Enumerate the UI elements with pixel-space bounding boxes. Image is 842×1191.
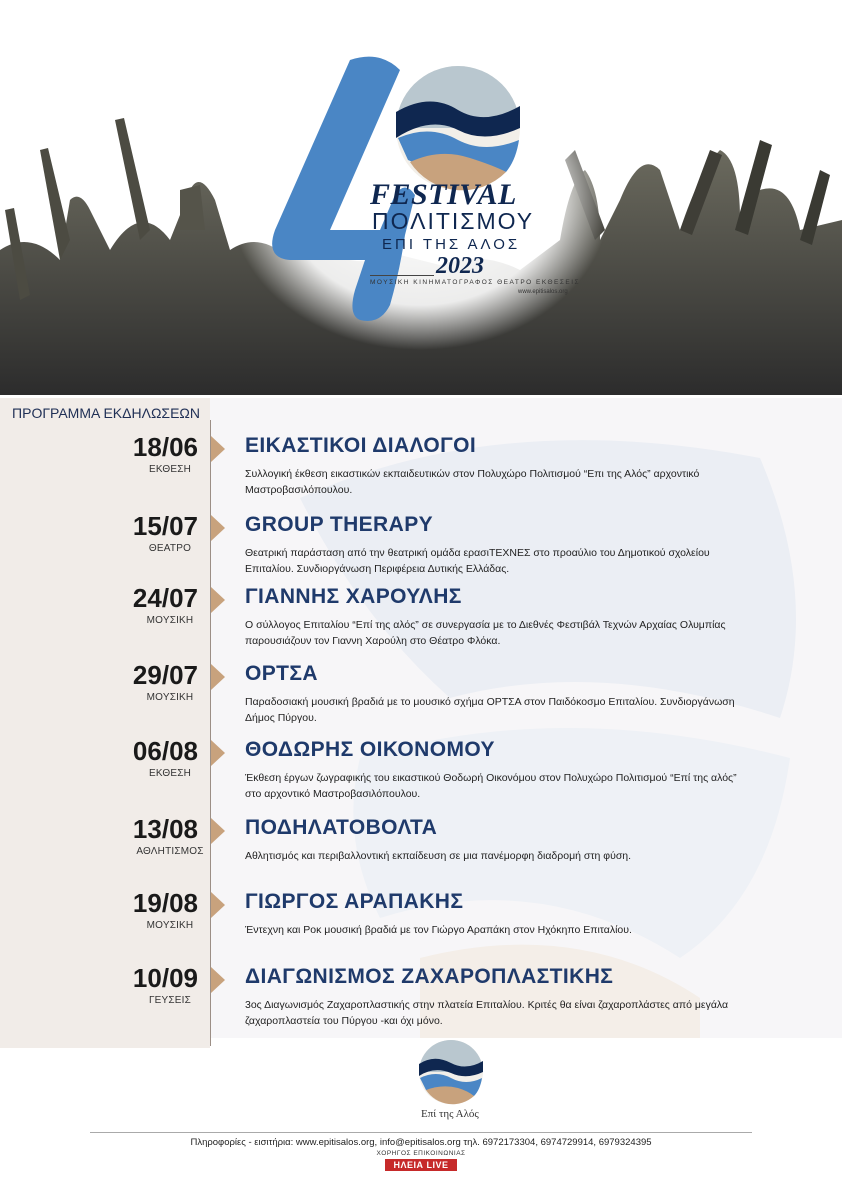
event-date: 18/06 [132, 432, 198, 462]
event-item [0, 432, 842, 502]
arrow-icon [211, 892, 225, 918]
arrow-icon [211, 515, 225, 541]
divider [90, 1132, 752, 1133]
event-item [0, 660, 842, 730]
festival-culture-word: ΠΟΛΙΤΙΣΜΟΥ [372, 208, 535, 234]
festival-word: FESTIVAL [370, 178, 517, 211]
organizer-logo-text: Επί της Αλός [421, 1108, 479, 1120]
event-title: GROUP THERAPY [245, 513, 434, 536]
event-item [0, 814, 842, 884]
event-description: Θεατρική παράσταση από την θεατρική ομάδα ερασιΤΕΧΝΕΣ στο προαύλιο του Δημοτικού σχολείου Επιταλίου. Συνδιοργάνωση Περιφέρεια Δυτικής Ελλάδας. [245, 547, 710, 575]
event-date: 15/07 [132, 511, 198, 541]
arrow-icon [211, 587, 225, 613]
event-item [0, 736, 842, 806]
arrow-icon [211, 664, 225, 690]
event-category: ΜΟΥΣΙΚΗ [146, 920, 194, 931]
event-title: ΓΙΑΝΝΗΣ ΧΑΡΟΥΛΗΣ [245, 585, 462, 608]
event-description: Συλλογική έκθεση εικαστικών εκπαιδευτικών στον Πολυχώρο Πολιτισμού “Επι της Αλός” αρχοντικό Μαστροβασιλόπουλου. [245, 468, 700, 496]
arrow-icon [211, 740, 225, 766]
event-description: Έκθεση έργων ζωγραφικής του εικαστικού Θοδωρή Οικονόμου στον Πολυχώρο Πολιτισμού “Επί της αλός” στο αρχοντικό Μαστροβασιλόπουλου. [245, 772, 737, 800]
festival-subtitle: ΜΟΥΣΙΚΗ ΚΙΝΗΜΑΤΟΓΡΑΦΟΣ ΘΕΑΤΡΟ ΕΚΘΕΣΕΙΣ [370, 279, 581, 286]
program-title: ΠΡΟΓΡΑΜΜΑ ΕΚΔΗΛΩΣΕΩΝ [12, 405, 200, 421]
event-category: ΑΘΛΗΤΙΣΜΟΣ [136, 846, 204, 857]
event-description: Αθλητισμός και περιβαλλοντική εκπαίδευση σε μια πανέμορφη διαδρομή στη φύση. [245, 850, 632, 862]
festival-place: ΕΠΙ ΤΗΣ ΑΛΟΣ [382, 236, 521, 253]
event-description: Έντεχνη και Ροκ μουσική βραδιά με τον Γιώργο Αραπάκη στον Ηχόκηπο Επιταλίου. [245, 924, 632, 936]
event-category: ΜΟΥΣΙΚΗ [146, 615, 194, 626]
event-item [0, 963, 842, 1033]
event-title: ΔΙΑΓΩΝΙΣΜΟΣ ΖΑΧΑΡΟΠΛΑΣΤΙΚΗΣ [245, 965, 614, 988]
arrow-icon [211, 436, 225, 462]
contact-info[interactable]: Πληροφορίες - εισιτήρια: www.epitisalos.org, info@epitisalos.org τηλ. 6972173304, 6974729914, 6979324395 [190, 1137, 652, 1148]
event-title: ΓΙΩΡΓΟΣ ΑΡΑΠΑΚΗΣ [245, 890, 464, 913]
event-category: ΜΟΥΣΙΚΗ [146, 692, 194, 703]
organizer-logo [414, 1038, 488, 1112]
event-title: ΟΡΤΣΑ [245, 662, 318, 685]
event-item [0, 583, 842, 653]
header-banner [0, 0, 842, 395]
event-title: ΕΙΚΑΣΤΙΚΟΙ ΔΙΑΛΟΓΟΙ [245, 434, 477, 457]
festival-year: 2023 [436, 253, 484, 279]
event-description: Παραδοσιακή μουσική βραδιά με το μουσικό σχήμα ΟΡΤΣΑ στον Παιδόκοσμο Επιταλίου. Συνδιοργάνωση Δήμος Πύργου. [245, 696, 735, 724]
event-title: ΘΟΔΩΡΗΣ ΟΙΚΟΝΟΜΟΥ [245, 738, 495, 761]
event-date: 24/07 [132, 583, 198, 613]
event-item [0, 888, 842, 958]
event-description: Ο σύλλογος Επιταλίου “Επί της αλός” σε συνεργασία με το Διεθνές Φεστιβάλ Τεχνών Αρχαίας Ολυμπίας παρουσιάζουν τον Γιαννη Χαρούλη στο Θέατρο Φλόκα. [245, 619, 726, 647]
event-date: 13/08 [132, 814, 198, 844]
arrow-icon [211, 818, 225, 844]
event-date: 10/09 [132, 963, 198, 993]
event-category: ΕΚΘΕΣΗ [148, 768, 192, 779]
sponsor-label: ΧΟΡΗΓΟΣ ΕΠΙΚΟΙΝΩΝΙΑΣ [376, 1150, 466, 1157]
event-item [0, 511, 842, 581]
event-description: 3ος Διαγωνισμός Ζαχαροπλαστικής στην πλατεία Επιταλίου. Κριτές θα είναι ζαχαροπλάστες από μεγάλα ζαχαροπλαστεία του Πύργου -και όχι μόνο. [245, 999, 729, 1027]
arrow-icon [211, 967, 225, 993]
event-title: ΠΟΔΗΛΑΤΟΒΟΛΤΑ [245, 816, 438, 839]
event-date: 06/08 [132, 736, 198, 766]
divider [370, 275, 434, 276]
event-date: 29/07 [132, 660, 198, 690]
festival-url[interactable]: www.epitisalos.org [518, 289, 568, 295]
event-category: ΓΕΥΣΕΙΣ [148, 995, 192, 1006]
event-category: ΕΚΘΕΣΗ [148, 464, 192, 475]
event-date: 19/08 [132, 888, 198, 918]
sponsor-logo[interactable]: ΗΛΕΙΑ LIVE [385, 1159, 457, 1171]
event-category: ΘΕΑΤΡΟ [148, 543, 192, 554]
